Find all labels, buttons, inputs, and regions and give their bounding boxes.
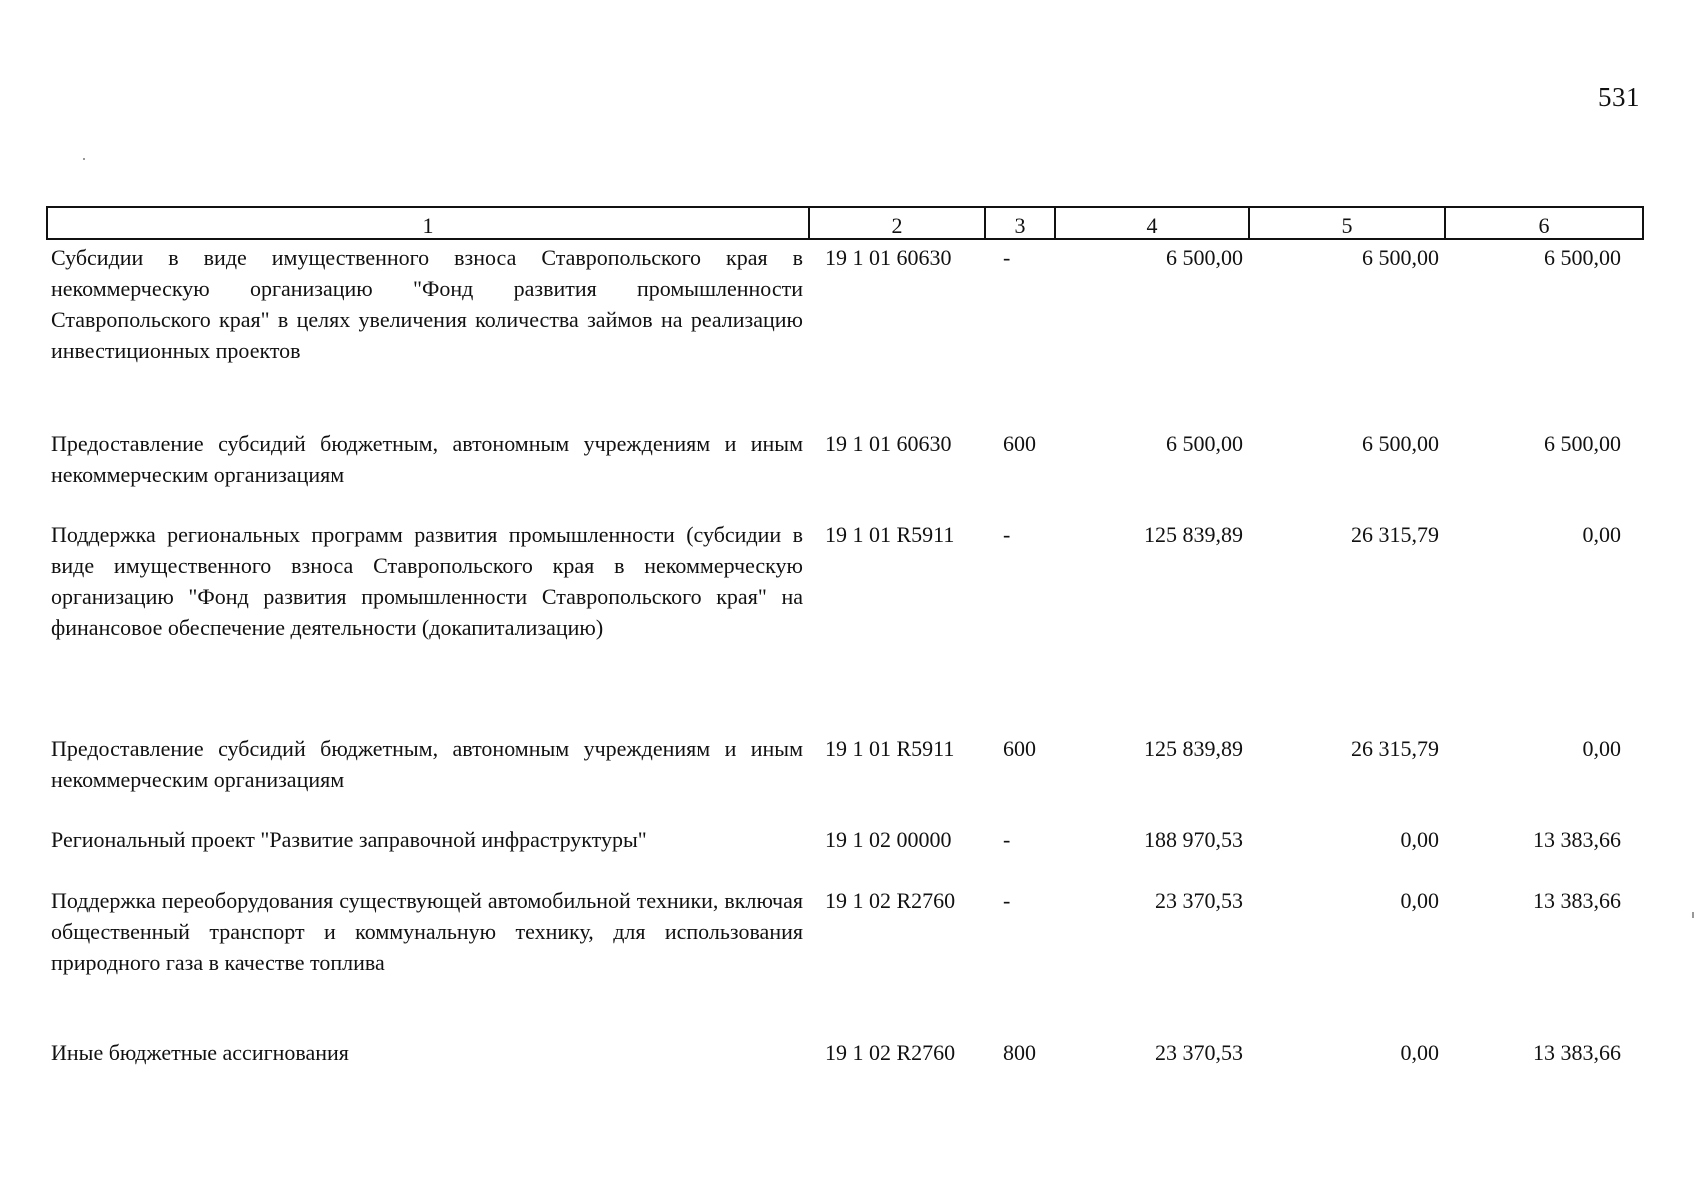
row-value-col4: 125 839,89 [1144,736,1243,761]
column-header-5: 5 [1249,207,1445,239]
row-expense-kind: - [1003,522,1011,547]
row-description: Предоставление субсидий бюджетным, автономным учреждениям и иным некоммерческим организациям [51,431,803,487]
table-row [47,519,1643,733]
row-value-col5: 6 500,00 [1362,431,1439,456]
row-description: Поддержка переоборудования существующей автомобильной техники, включая общественный транспорт и коммунальную технику, для использования природного газа в качестве топлива [51,888,803,975]
table-row [47,733,1643,824]
row-description: Предоставление субсидий бюджетным, автономным учреждениям и иным некоммерческим организациям [51,736,803,792]
page-number: 531 [1598,82,1640,112]
row-expense-kind: 800 [1003,1040,1036,1065]
row-value-col5: 26 315,79 [1351,522,1439,547]
row-description: Субсидии в виде имущественного взноса Ставропольского края в некоммерческую организацию "Фонд развития промышленности Ставропольского края" в целях увеличения количества займов на реализацию инвестиционных проектов [51,245,803,363]
table-row [47,1037,1643,1077]
scan-speck [83,158,85,160]
row-value-col4: 23 370,53 [1155,888,1243,913]
row-value-col6: 0,00 [1582,522,1621,547]
row-expense-kind: 600 [1003,736,1036,761]
row-description: Поддержка региональных программ развития промышленности (субсидии в виде имущественного взноса Ставропольского края в некоммерческую организацию "Фонд развития промышленности Ставропольского края" на финансовое обеспечение деятельности (докапитализацию) [51,522,803,640]
scan-edge-mark [1692,912,1694,918]
row-description: Иные бюджетные ассигнования [51,1040,349,1065]
table-header [47,207,1643,239]
row-target-code: 19 1 01 R5911 [825,522,955,547]
column-header-4: 4 [1055,207,1249,239]
row-value-col4: 6 500,00 [1166,245,1243,270]
budget-table [46,206,1644,1077]
table-row [47,239,1643,428]
row-expense-kind: - [1003,827,1011,852]
row-value-col6: 13 383,66 [1533,1040,1621,1065]
row-value-col5: 6 500,00 [1362,245,1439,270]
row-expense-kind: - [1003,888,1011,913]
row-value-col5: 0,00 [1400,1040,1439,1065]
row-target-code: 19 1 02 R2760 [825,1040,956,1065]
row-value-col5: 0,00 [1400,827,1439,852]
row-value-col6: 0,00 [1582,736,1621,761]
row-value-col4: 188 970,53 [1144,827,1243,852]
row-target-code: 19 1 01 R5911 [825,736,955,761]
column-header-6: 6 [1445,207,1643,239]
budget-table-container [46,206,1642,1077]
row-value-col4: 125 839,89 [1144,522,1243,547]
column-header-3: 3 [985,207,1055,239]
row-value-col6: 6 500,00 [1544,431,1621,456]
row-value-col6: 13 383,66 [1533,888,1621,913]
row-target-code: 19 1 01 60630 [825,431,952,456]
row-expense-kind: - [1003,245,1011,270]
table-row [47,824,1643,885]
row-target-code: 19 1 02 R2760 [825,888,956,913]
row-value-col5: 26 315,79 [1351,736,1439,761]
row-value-col5: 0,00 [1400,888,1439,913]
row-description: Региональный проект "Развитие заправочной инфраструктуры" [51,827,647,852]
row-target-code: 19 1 02 00000 [825,827,952,852]
table-row [47,428,1643,519]
row-value-col4: 23 370,53 [1155,1040,1243,1065]
header-row [47,207,1643,239]
row-target-code: 19 1 01 60630 [825,245,952,270]
table-row [47,885,1643,1037]
row-expense-kind: 600 [1003,431,1036,456]
table-body [47,239,1643,1077]
row-value-col6: 13 383,66 [1533,827,1621,852]
row-value-col6: 6 500,00 [1544,245,1621,270]
column-header-1: 1 [47,207,809,239]
row-value-col4: 6 500,00 [1166,431,1243,456]
column-header-2: 2 [809,207,985,239]
